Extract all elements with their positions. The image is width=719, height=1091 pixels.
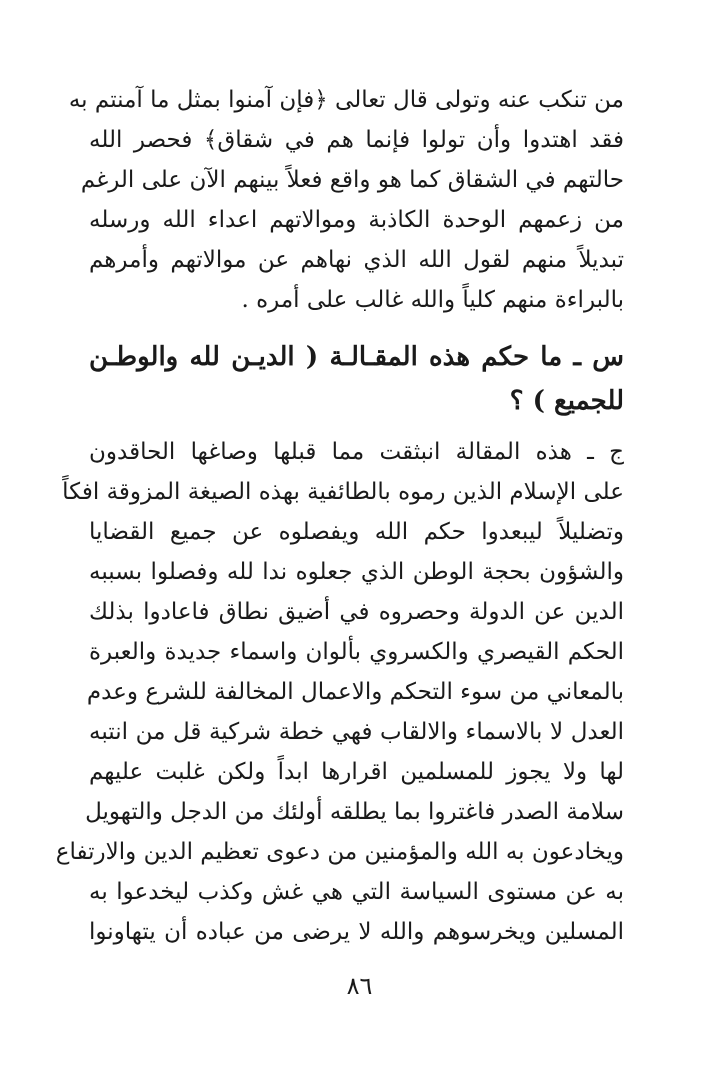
answer-paragraph <box>55 432 624 952</box>
text-line: سلامة الصدر فاغتروا بما يطلقه أولئك من الدجل والتهويل <box>85 799 624 825</box>
text-line: على الإسلام الذين رموه بالطائفية بهذه الصيغة المزوقة افكاً <box>62 479 624 505</box>
text-line: الحكم القيصري والكسروي بألوان واسماء جديدة والعبرة <box>89 639 624 665</box>
text-line: حالتهم في الشقاق كما هو واقع فعلاً بينهم الآن على الرغم <box>80 167 624 193</box>
text-line: وتضليلاً ليبعدوا حكم الله ويفصلوه عن جميع القضايا <box>89 519 624 545</box>
text-line: تبديلاً منهم لقول الله الذي نهاهم عن موالاتهم وأمرهم <box>89 247 624 273</box>
text-line: الدين عن الدولة وحصروه في أضيق نطاق فاعادوا بذلك <box>89 599 624 625</box>
question-line: س ـ ما حكم هذه المقـالـة ( الديـن لله والوطـن <box>89 342 624 372</box>
text-line: من زعمهم الوحدة الكاذبة وموالاتهم اعداء الله ورسله <box>89 207 624 233</box>
text-line: العدل لا بالاسماء والالقاب فهي خطة شركية قل من انتبه <box>89 719 624 745</box>
text-line: ج ـ هذه المقالة انبثقت مما قبلها وصاغها الحاقدون <box>89 439 624 465</box>
paragraph-1 <box>68 80 624 320</box>
text-line: فقد اهتدوا وأن تولوا فإنما هم في شقاق﴾ فحصر الله <box>89 127 624 153</box>
question-line: للجميع ) ؟ <box>509 386 624 416</box>
page-number: ٨٦ <box>346 972 373 1000</box>
text-line: والشؤون بحجة الوطن الذي جعلوه ندا لله وفصلوا بسببه <box>89 559 624 585</box>
text-line: ويخادعون به الله والمؤمنين من دعوى تعظيم الدين والارتفاع <box>55 839 624 865</box>
text-line: المسلين ويخرسوهم والله لا يرضى من عباده أن يتهاونوا <box>89 919 624 945</box>
text-line: بالبراءة منهم كلياً والله غالب على أمره . <box>241 287 624 313</box>
text-line: به عن مستوى السياسة التي هي غش وكذب ليخدعوا به <box>89 879 624 905</box>
text-line: من تنكب عنه وتولى قال تعالى ﴿فإن آمنوا بمثل ما آمنتم به <box>68 87 624 113</box>
text-line: لها ولا يجوز للمسلمين اقرارها ابداً ولكن غلبت عليهم <box>89 759 624 785</box>
question-heading <box>89 335 624 423</box>
text-line: بالمعاني من سوء التحكم والاعمال المخالفة للشرع وعدم <box>86 679 624 705</box>
